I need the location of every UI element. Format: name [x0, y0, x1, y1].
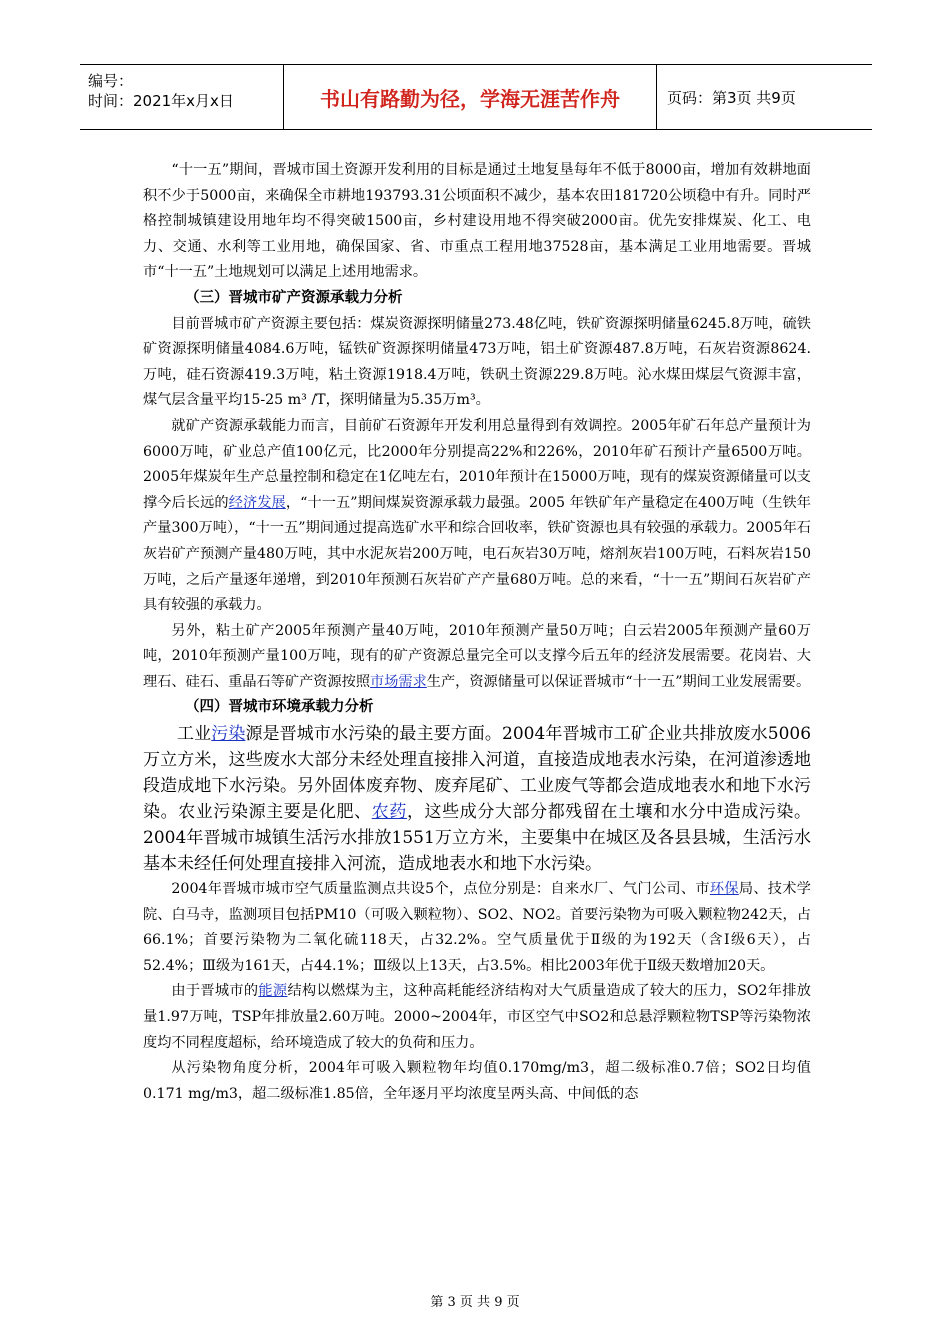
link-economic-development[interactable]: 经济发展 — [228, 494, 286, 511]
text-segment: 工业 — [177, 724, 212, 745]
paragraph-pollutant-analysis: 从污染物角度分析，2004年可吸入颗粒物年均值0.170mg/m3，超二级标准0.7倍；SO2日均值0.171 mg/m3，超二级标准1.85倍，全年逐月平均浓度呈两头高、中间低的态 — [143, 1060, 811, 1102]
text-segment: 2004年晋城市城市空气质量监测点共设5个，点位分别是：自来水厂、气门公司、市 — [171, 881, 710, 898]
paragraph-mineral-reserves: 目前晋城市矿产资源主要包括：煤炭资源探明储量273.48亿吨，铁矿资源探明储量6245.8万吨，硫铁矿资源探明储量4084.6万吨，锰铁矿资源探明储量473万吨，铝土矿资源487.8万吨，石灰岩资源8624.万吨，硅石资源419.3万吨，粘土资源1918.4万吨，铁矾土资源229.8万吨。沁水煤田煤层气资源丰富，煤气层含量平均15-25 m³ /T，探明储量为5.35万m³。 — [143, 315, 811, 409]
paragraph-mineral-capacity — [143, 414, 811, 619]
text-segment: 源是晋城市水污染的最主要方面。2004年晋城市工矿企业共排放废水5006万立方米，这些废水大部分未经处理直接排入河道，直接造成地表水污染，在河道渗透地段造成地下水污染。另外固体废弃物、废弃尾矿、工业废气等都会造成地表水和地下水污染。农业污染源主要是化肥、 — [143, 724, 812, 823]
header-page-info: 页码：第3页 共9页 — [667, 88, 796, 107]
text-segment: ，“十一五”期间煤炭资源承载力最强。2005 年铁矿年产量稳定在400万吨（生铁年产量300万吨），“十一五”期间通过提高选矿水平和综合回收率，铁矿资源也具有较强的承载力。2005年石灰岩矿产预测产量480万吨，其中水泥灰岩200万吨，电石灰岩30万吨，熔剂灰岩100万吨，石料灰岩150万吨，之后产量逐年递增，到2010年预测石灰岩矿产产量680万吨。总的来看，“十一五”期间石灰岩矿产具有较强的承载力。 — [143, 494, 811, 614]
paragraph-air-quality — [143, 877, 811, 979]
paragraph-energy-structure — [143, 979, 811, 1056]
link-environmental-protection[interactable]: 环保 — [709, 881, 739, 898]
link-pesticide[interactable]: 农药 — [371, 802, 407, 823]
header-meta — [80, 65, 284, 129]
text-segment: 由于晋城市的 — [171, 983, 259, 1000]
document-time-label: 时间：2021年x月x日 — [88, 92, 234, 110]
page-header — [80, 64, 872, 130]
header-motto: 书山有路勤为径，学海无涯苦作舟 — [284, 65, 657, 129]
section-heading-environment: （四）晋城市环境承载力分析 — [185, 699, 374, 716]
text-segment: 另外，粘土矿产2005年预测产量40万吨，2010年预测产量50万吨；白云岩2005年预测产量60万吨，2010年预测产量100万吨，现有的矿产资源总量完全可以支撑今后五年的经济发展需要。花岗岩、大理石、硅石、重晶石等矿产资源按照 — [143, 622, 811, 690]
paragraph-other-minerals — [143, 619, 811, 696]
link-pollution[interactable]: 污染 — [211, 724, 246, 745]
link-energy[interactable]: 能源 — [258, 983, 288, 1000]
page-footer: 第 3 页 共 9 页 — [430, 1295, 520, 1310]
text-segment: 生产，资源储量可以保证晋城市“十一五”期间工业发展需要。 — [426, 673, 811, 690]
text-segment: 就矿产资源承载能力而言，目前矿石资源年开发利用总量得到有效调控。2005年矿石年总产量预计为6000万吨，矿业总产值100亿元，比2000年分别提高22%和226%，2010年矿石预计产量6500万吨。2005年煤炭年生产总量控制和稳定在1亿吨左右，2010年预计在15000万吨，现有的煤炭资源储量可以支撑今后长远的 — [143, 417, 811, 511]
paragraph-water-pollution — [143, 721, 811, 877]
text-segment: ，这些成分大部分都残留在土壤和水分中造成污染。2004年晋城市城镇生活污水排放1551万立方米，主要集中在城区及各县县城，生活污水基本未经任何处理直接排入河流，造成地表水和地下水污染。 — [143, 802, 812, 875]
text-segment: 局、技术学院、白马寺，监测项目包括PM10（可吸入颗粒物）、SO2、NO2。首要污染物为可吸入颗粒物242天，占66.1%；首要污染物为二氧化硫118天，占32.2%。空气质量优于Ⅱ级的为192天（含Ⅰ级6天），占52.4%；Ⅲ级为161天，占44.1%；Ⅲ级以上13天，占3.5%。相比2003年优于Ⅱ级天数增加20天。 — [143, 881, 811, 974]
document-number-label: 编号： — [88, 72, 134, 90]
section-heading-mineral: （三）晋城市矿产资源承载力分析 — [185, 289, 403, 306]
link-market-demand[interactable]: 市场需求 — [370, 673, 427, 690]
paragraph-land-use: “十一五”期间，晋城市国土资源开发利用的目标是通过土地复垦每年不低于8000亩，增加有效耕地面积不少于5000亩，来确保全市耕地193793.31公顷面积不减少，基本农田181720公顷稳中有升。同时严格控制城镇建设用地年均不得突破1500亩，乡村建设用地不得突破2000亩。优先安排煤炭、化工、电力、交通、水利等工业用地，确保国家、省、市重点工程用地37528亩，基本满足工业用地需要。晋城市“十一五”土地规划可以满足上述用地需求。 — [143, 162, 811, 281]
document-body — [143, 158, 811, 1107]
text-segment: 结构以燃煤为主，这种高耗能经济结构对大气质量造成了较大的压力，SO2年排放量1.97万吨，TSP年排放量2.60万吨。2000~2004年，市区空气中SO2和总悬浮颗粒物TSP等污染物浓度均不同程度超标，给环境造成了较大的负荷和压力。 — [143, 983, 811, 1051]
